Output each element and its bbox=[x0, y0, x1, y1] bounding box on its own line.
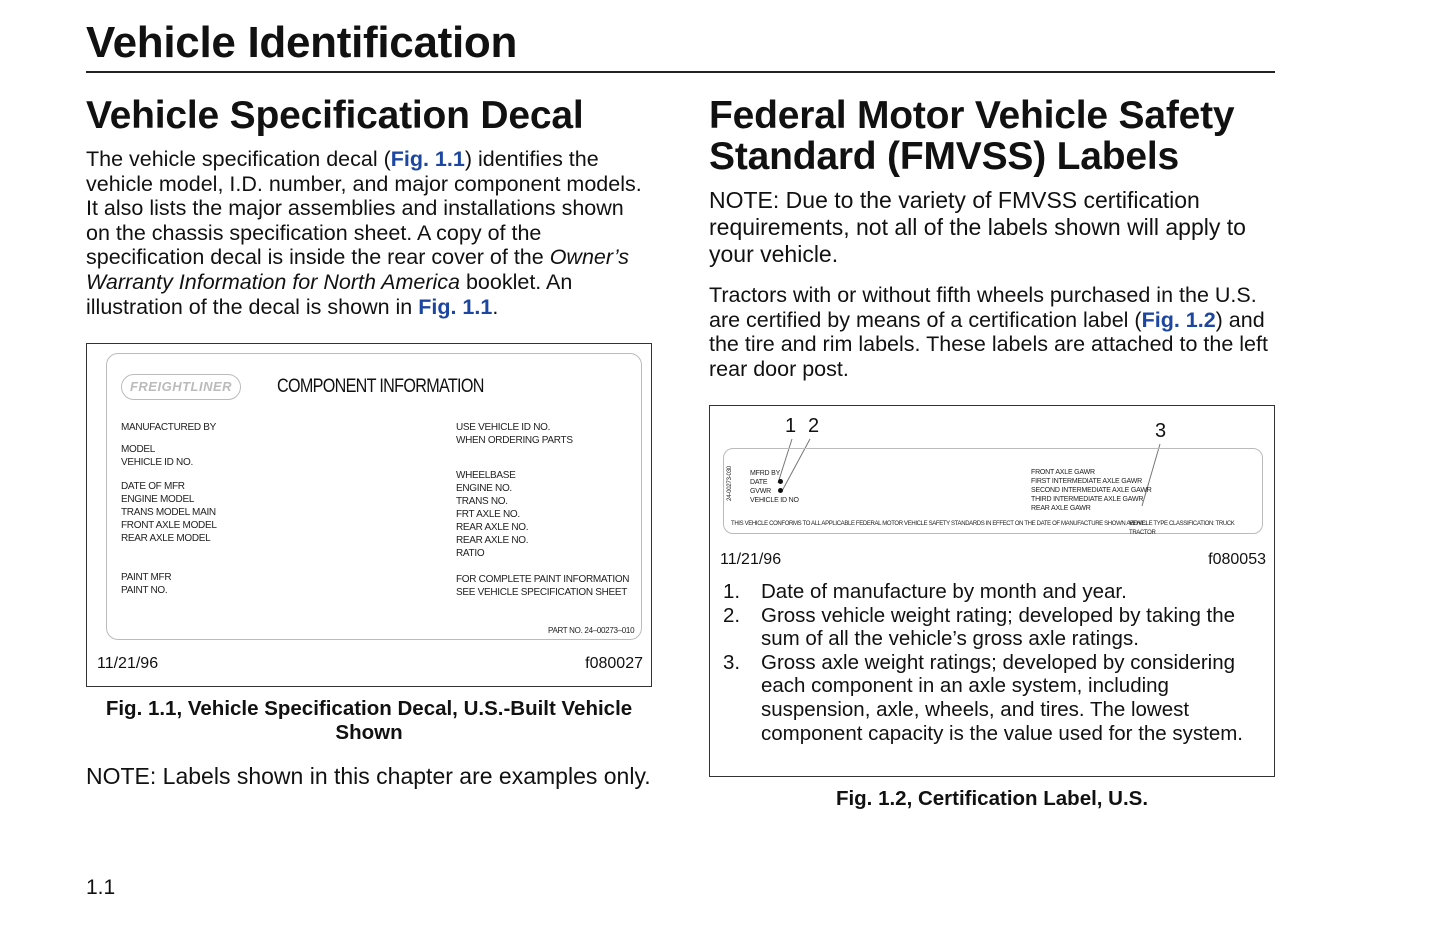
section-heading-fmvss: Federal Motor Vehicle Safety Standard (FMVSS) Labels bbox=[709, 94, 1235, 178]
figure-1-2-date: 11/21/96 bbox=[720, 551, 782, 568]
decal-title: COMPONENT INFORMATION bbox=[277, 376, 484, 397]
title-divider bbox=[86, 71, 1275, 73]
label-right-fields: FRONT AXLE GAWR FIRST INTERMEDIATE AXLE GAWR SECOND INTERMEDIATE AXLE GAWR THIRD INTERMEDIATE AXLE GAWR REAR AXLE GAWR bbox=[1031, 469, 1152, 512]
fig-1-2-link[interactable]: Fig. 1.2 bbox=[1141, 307, 1216, 332]
spec-decal-illustration bbox=[106, 353, 642, 640]
spec-decal-paragraph: The vehicle specification decal (Fig. 1.1) identifies the vehicle model, I.D. number, and major component models. It also lists the major assemblies and installations shown on the chassis specification sheet. A copy of the specification decal is inside the rear cover of the Owner’s Warranty Information for North America booklet. An illustration of the decal is shown in Fig. 1.1. bbox=[86, 147, 642, 319]
section-heading-spec-decal: Vehicle Specification Decal bbox=[86, 94, 584, 137]
figure-1-1-code: f080027 bbox=[585, 655, 643, 672]
figure-1-2 bbox=[709, 405, 1275, 777]
figure-1-2-caption: Fig. 1.2, Certification Label, U.S. bbox=[835, 787, 1149, 810]
callout-legend-list bbox=[710, 580, 1266, 745]
fig-1-1-link-2[interactable]: Fig. 1.1 bbox=[418, 294, 493, 319]
callout-1: 1 bbox=[785, 415, 797, 437]
page-number: 1.1 bbox=[86, 876, 116, 899]
decal-part-number: PART NO. 24–00273–010 bbox=[548, 626, 635, 635]
list-item: 1. Date of manufacture by month and year. bbox=[723, 580, 1127, 603]
label-left-fields: MFRD BY DATE GVWR VEHICLE ID NO bbox=[750, 470, 799, 504]
decal-left-fields: MANUFACTURED BY MODEL VEHICLE ID NO. DATE OF MFR ENGINE MODEL TRANS MODEL MAIN FRONT AXLE MODEL REAR AXLE MODEL PAINT MFR PAINT NO. bbox=[121, 422, 217, 596]
certification-label-illustration bbox=[723, 448, 1263, 534]
figure-1-1 bbox=[86, 343, 652, 687]
fig-1-1-link[interactable]: Fig. 1.1 bbox=[390, 147, 465, 171]
figure-1-1-caption: Fig. 1.1, Vehicle Specification Decal, U.S.-Built Vehicle Shown bbox=[105, 697, 633, 744]
date-marker-dot bbox=[778, 479, 783, 484]
callout-2: 2 bbox=[808, 415, 820, 437]
decal-right-fields: USE VEHICLE ID NO. WHEN ORDERING PARTS WHEELBASE ENGINE NO. TRANS NO. FRT AXLE NO. REAR AXLE NO. REAR AXLE NO. RATIO FOR COMPLETE PAINT INFORMATION SEE VEHICLE SPECIFICATION SHEET bbox=[456, 422, 630, 598]
label-conformance-statement: THIS VEHICLE CONFORMS TO ALL APPLICABLE FEDERAL MOTOR VEHICLE SAFETY STANDARDS IN EFFECT ON THE DATE OF MANUFACTURE SHOWN ABOVE. bbox=[731, 521, 1147, 527]
fmvss-note: NOTE: Due to the variety of FMVSS certification requirements, not all of the labels shown will apply to your vehicle. bbox=[709, 187, 1246, 267]
fmvss-paragraph: Tractors with or without fifth wheels purchased in the U.S. are certified by means of a certification label (Fig. 1.2) and the tire and rim labels. These labels are attached to the left rear door post. bbox=[709, 283, 1268, 381]
labels-note: NOTE: Labels shown in this chapter are examples only. bbox=[86, 763, 651, 789]
label-vehicle-classification: VEHICLE TYPE CLASSIFICATION: TRUCK TRACTOR bbox=[1129, 521, 1235, 536]
gvwr-marker-dot bbox=[778, 488, 783, 493]
list-item: 3. Gross axle weight ratings; developed by considering each component in an axle system, including suspension, axle, wheels, and tires. The lowest component capacity is the value used for the system. bbox=[723, 650, 1244, 745]
label-side-code: 24-00273-030 bbox=[727, 466, 733, 501]
callout-3: 3 bbox=[1155, 420, 1167, 442]
figure-1-2-code: f080053 bbox=[1208, 551, 1266, 568]
list-item: 2. Gross vehicle weight rating; developed by taking the sum of all the vehicle’s gross axle ratings. bbox=[723, 603, 1236, 651]
figure-1-1-date: 11/21/96 bbox=[97, 655, 159, 672]
chapter-title: Vehicle Identification bbox=[86, 18, 518, 67]
freightliner-logo: FREIGHTLINER bbox=[121, 374, 241, 400]
